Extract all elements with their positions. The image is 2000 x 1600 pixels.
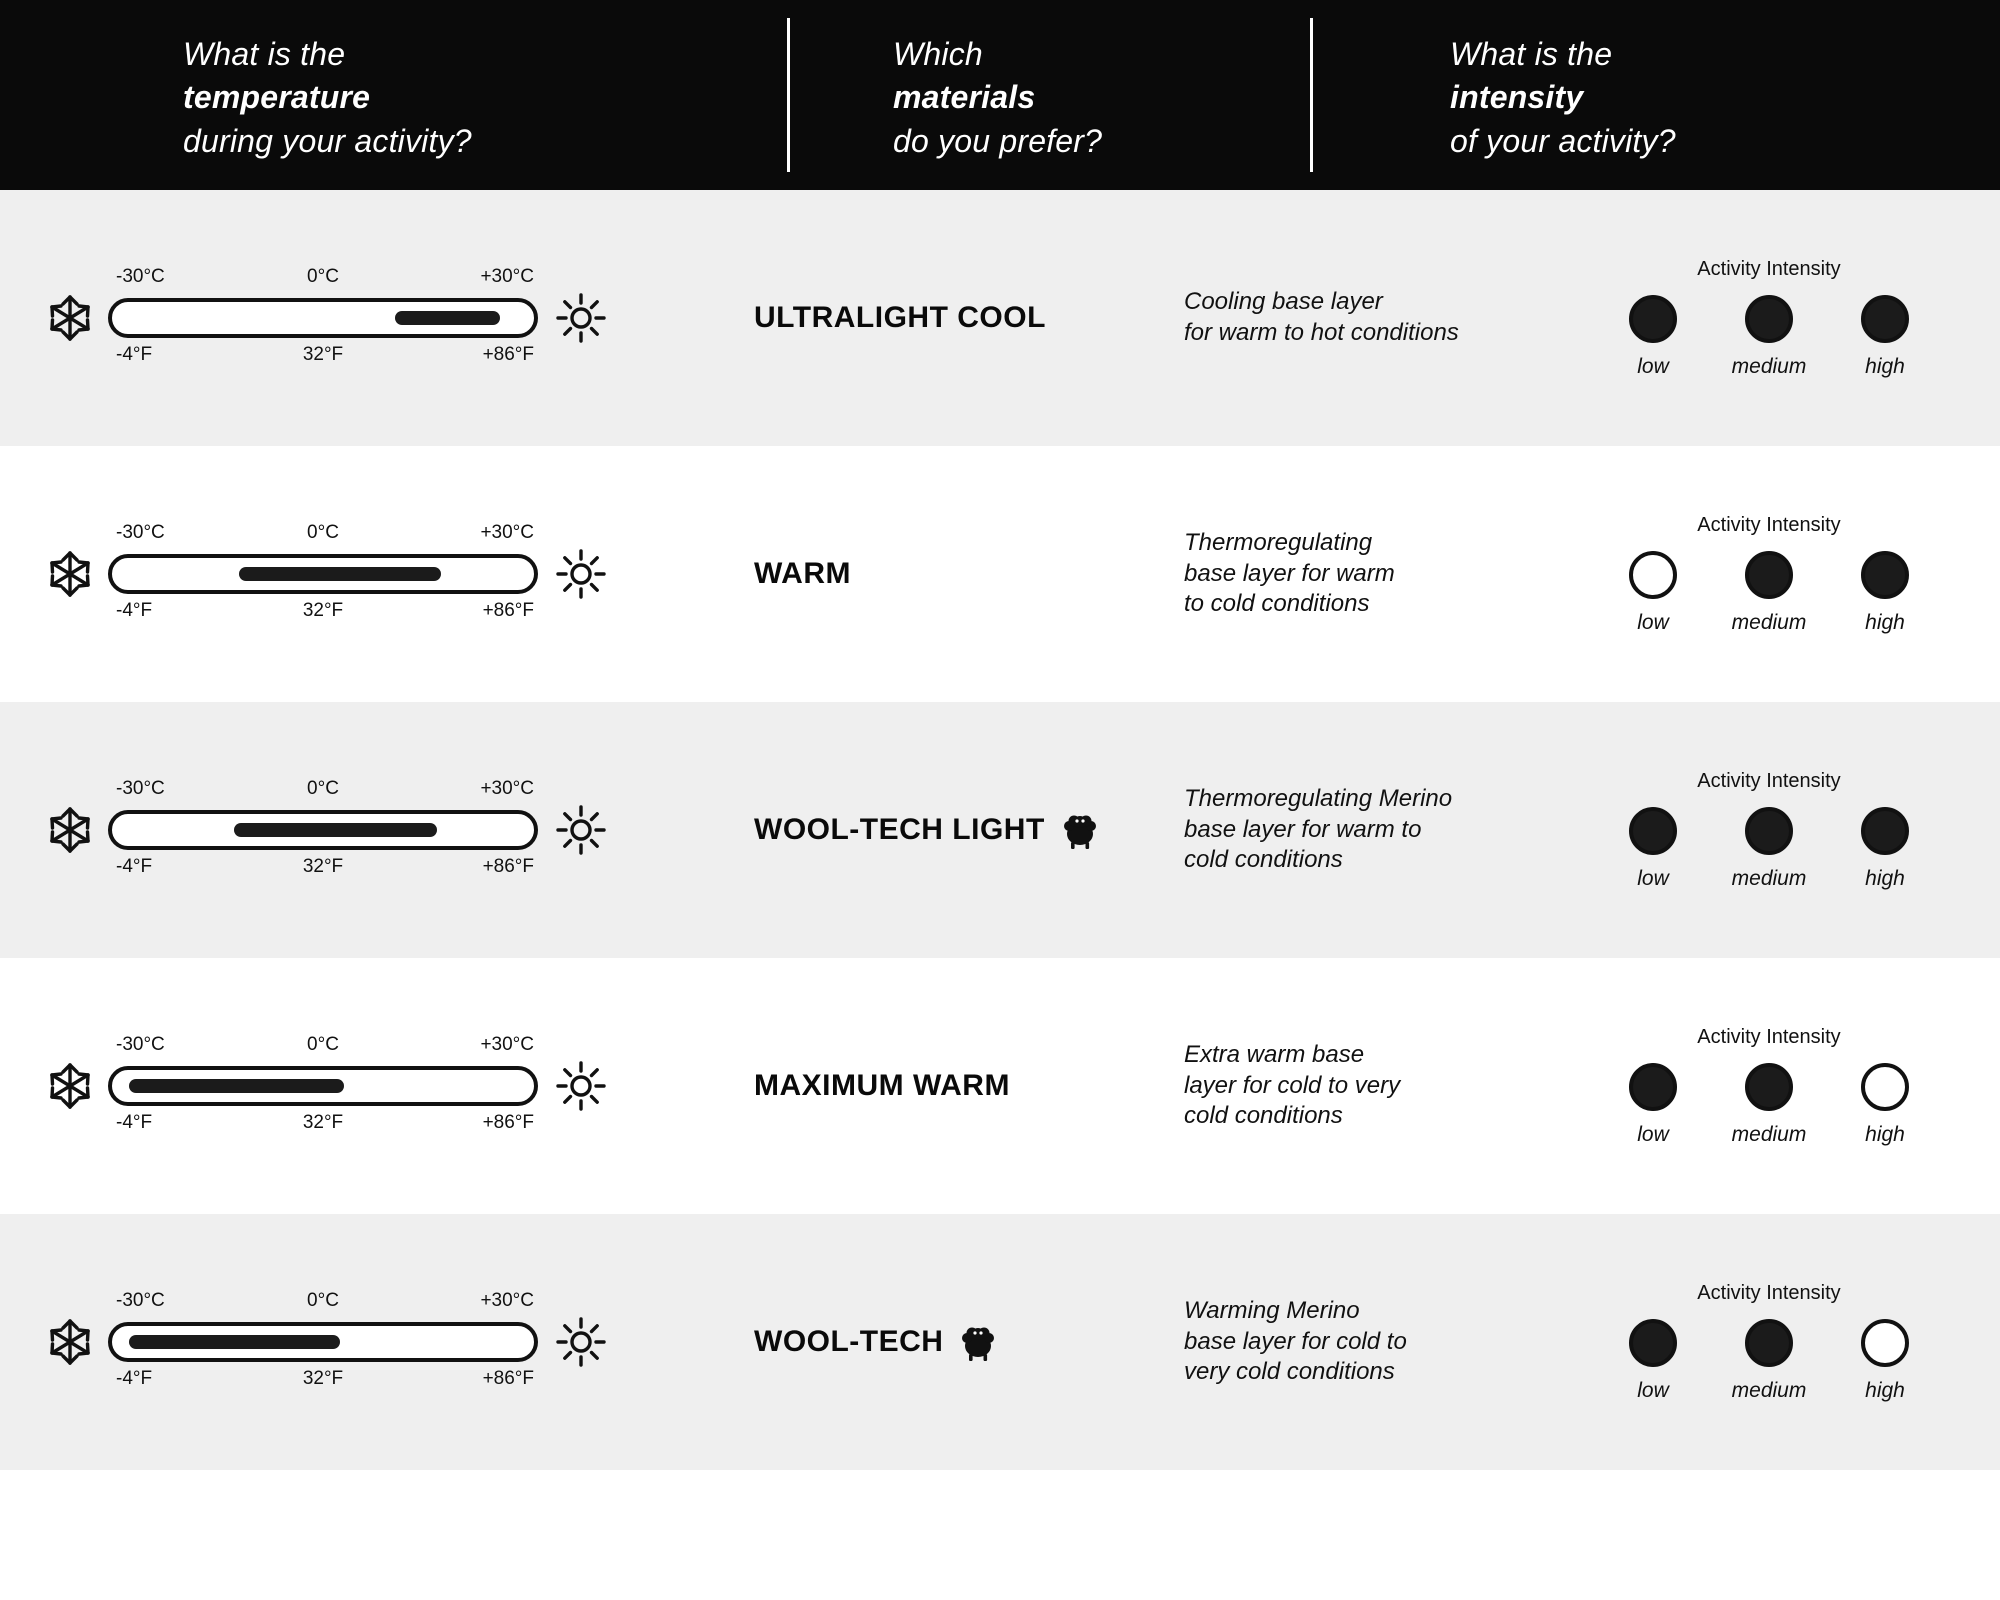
intensity-label-medium: medium [1731, 1378, 1807, 1402]
fahrenheit-mid: 32°F [302, 1112, 344, 1133]
intensity-block [1604, 770, 1934, 891]
header-column-materials [790, 0, 1310, 190]
intensity-medium [1726, 807, 1812, 891]
intensity-low [1610, 807, 1696, 891]
intensity-dot-high [1861, 807, 1909, 855]
product-description [1184, 784, 1544, 876]
description-line: base layer for warm [1184, 559, 1395, 587]
snowflake-icon [40, 293, 100, 343]
intensity-dot-high [1861, 1063, 1909, 1111]
intensity-dot-high [1861, 551, 1909, 599]
snowflake-icon-svg [47, 1317, 93, 1367]
intensity-medium [1726, 295, 1812, 379]
intensity-medium [1726, 1319, 1812, 1403]
description-line: Warming Merino [1184, 1296, 1360, 1324]
intensity-label-high: high [1865, 866, 1905, 890]
intensity-label-high: high [1865, 354, 1905, 378]
intensity-title: Activity Intensity [1697, 1025, 1841, 1048]
sheep-icon [1061, 810, 1099, 850]
header-line-1: What is the [183, 36, 346, 73]
gauge-range-fill [129, 1079, 344, 1093]
celsius-max: +30°C [480, 522, 534, 543]
intensity-label-medium: medium [1731, 610, 1807, 634]
product-name: WARM [754, 557, 851, 590]
intensity-title: Activity Intensity [1697, 257, 1841, 280]
celsius-mid: 0°C [307, 1290, 339, 1311]
celsius-mid: 0°C [307, 522, 339, 543]
intensity-dot-low [1629, 807, 1677, 855]
intensity-high [1842, 551, 1928, 635]
sheep-icon-svg [959, 1322, 997, 1362]
intensity-high [1842, 1063, 1928, 1147]
temperature-gauge [108, 778, 538, 882]
header-divider-2 [1310, 18, 1313, 172]
product-row [0, 702, 2000, 958]
intensity-block [1604, 258, 1934, 379]
description-line: very cold conditions [1184, 1358, 1395, 1386]
intensity-label-high: high [1865, 610, 1905, 634]
intensity-label-low: low [1637, 354, 1669, 378]
product-description [1184, 528, 1544, 620]
chart-header [0, 0, 2000, 190]
fahrenheit-max: +86°F [482, 600, 534, 621]
temperature-gauge [108, 522, 538, 626]
celsius-max: +30°C [480, 1034, 534, 1055]
sun-icon-svg [555, 804, 607, 856]
intensity-low [1610, 551, 1696, 635]
snowflake-icon [40, 549, 100, 599]
fahrenheit-max: +86°F [482, 344, 534, 365]
description-line: cold conditions [1184, 846, 1343, 874]
fahrenheit-scale [108, 856, 538, 882]
intensity-low [1610, 1063, 1696, 1147]
celsius-min: -30°C [116, 778, 165, 799]
gauge-range-fill [129, 1335, 340, 1349]
header-line-2: temperature [183, 79, 371, 116]
product-name-cell [754, 301, 1174, 335]
intensity-label-medium: medium [1731, 866, 1807, 890]
gauge-track [108, 298, 538, 338]
intensity-dots [1604, 1063, 1934, 1147]
header-line-1: What is the [1450, 36, 1613, 73]
header-line-1: Which [893, 36, 983, 73]
intensity-dot-medium [1745, 1063, 1793, 1111]
product-name: WOOL-TECH LIGHT [754, 813, 1045, 846]
snowflake-icon-svg [47, 549, 93, 599]
intensity-label-medium: medium [1731, 1122, 1807, 1146]
gauge-track [108, 1066, 538, 1106]
header-line-3: of your activity? [1450, 122, 1676, 159]
celsius-max: +30°C [480, 266, 534, 287]
product-description [1184, 1040, 1544, 1132]
sun-icon [546, 804, 616, 856]
intensity-block [1604, 1282, 1934, 1403]
celsius-max: +30°C [480, 778, 534, 799]
description-line: Thermoregulating Merino [1184, 784, 1453, 812]
intensity-high [1842, 295, 1928, 379]
celsius-min: -30°C [116, 1290, 165, 1311]
gauge-track [108, 554, 538, 594]
product-description [1184, 287, 1544, 348]
header-divider-1 [787, 18, 790, 172]
description-line: layer for cold to very [1184, 1071, 1401, 1099]
header-question-materials [893, 27, 1102, 163]
temperature-gauge [108, 1034, 538, 1138]
intensity-title: Activity Intensity [1697, 513, 1841, 536]
sun-icon [546, 1060, 616, 1112]
intensity-dots [1604, 1319, 1934, 1403]
description-line: Extra warm base [1184, 1040, 1365, 1068]
sun-icon-svg [555, 292, 607, 344]
description-line: base layer for cold to [1184, 1327, 1407, 1355]
fahrenheit-mid: 32°F [302, 344, 344, 365]
gauge-range-fill [395, 311, 501, 325]
description-line: Thermoregulating [1184, 528, 1373, 556]
header-question-intensity [1450, 27, 1676, 163]
product-name-cell [754, 557, 1174, 591]
fahrenheit-scale [108, 344, 538, 370]
header-column-temperature [0, 0, 790, 190]
fahrenheit-mid: 32°F [302, 1368, 344, 1389]
snowflake-icon [40, 805, 100, 855]
fahrenheit-max: +86°F [482, 1112, 534, 1133]
temperature-block [40, 1034, 700, 1138]
intensity-dot-low [1629, 551, 1677, 599]
temperature-block [40, 522, 700, 626]
intensity-medium [1726, 1063, 1812, 1147]
celsius-min: -30°C [116, 522, 165, 543]
gauge-range-fill [239, 567, 442, 581]
description-line: base layer for warm to [1184, 815, 1422, 843]
intensity-low [1610, 1319, 1696, 1403]
sun-icon [546, 1316, 616, 1368]
gauge-range-fill [234, 823, 437, 837]
intensity-dot-low [1629, 1319, 1677, 1367]
fahrenheit-max: +86°F [482, 856, 534, 877]
intensity-dot-high [1861, 295, 1909, 343]
header-line-3: do you prefer? [893, 122, 1103, 159]
product-name-cell [754, 1069, 1174, 1103]
product-description [1184, 1296, 1544, 1388]
description-line: for warm to hot conditions [1184, 319, 1459, 346]
celsius-scale [108, 522, 538, 548]
product-rows [0, 190, 2000, 1470]
snowflake-icon-svg [47, 293, 93, 343]
intensity-dot-medium [1745, 295, 1793, 343]
product-name: WOOL-TECH [754, 1325, 944, 1358]
fahrenheit-min: -4°F [116, 344, 153, 365]
header-line-2: intensity [1450, 79, 1584, 116]
snowflake-icon-svg [47, 805, 93, 855]
description-line: to cold conditions [1184, 590, 1370, 618]
temperature-block [40, 778, 700, 882]
celsius-max: +30°C [480, 1290, 534, 1311]
product-name: ULTRALIGHT COOL [754, 301, 1046, 334]
snowflake-icon [40, 1061, 100, 1111]
intensity-block [1604, 514, 1934, 635]
product-name-cell [754, 810, 1174, 850]
intensity-title: Activity Intensity [1697, 1281, 1841, 1304]
intensity-low [1610, 295, 1696, 379]
fahrenheit-min: -4°F [116, 856, 153, 877]
fahrenheit-scale [108, 1368, 538, 1394]
celsius-mid: 0°C [307, 778, 339, 799]
celsius-min: -30°C [116, 266, 165, 287]
temperature-block [40, 266, 700, 370]
fahrenheit-min: -4°F [116, 1368, 153, 1389]
intensity-label-medium: medium [1731, 354, 1807, 378]
fahrenheit-scale [108, 1112, 538, 1138]
snowflake-icon-svg [47, 1061, 93, 1111]
celsius-min: -30°C [116, 1034, 165, 1055]
intensity-dots [1604, 295, 1934, 379]
celsius-scale [108, 778, 538, 804]
product-row [0, 958, 2000, 1214]
intensity-dot-low [1629, 295, 1677, 343]
sun-icon-svg [555, 1060, 607, 1112]
intensity-dot-medium [1745, 1319, 1793, 1367]
fahrenheit-max: +86°F [482, 1368, 534, 1389]
intensity-label-low: low [1637, 1122, 1669, 1146]
intensity-dots [1604, 551, 1934, 635]
header-column-intensity [1310, 0, 2000, 190]
sheep-icon-svg [1061, 810, 1099, 850]
intensity-dot-high [1861, 1319, 1909, 1367]
product-row [0, 446, 2000, 702]
snowflake-icon [40, 1317, 100, 1367]
fahrenheit-mid: 32°F [302, 856, 344, 877]
sun-icon [546, 292, 616, 344]
intensity-label-high: high [1865, 1378, 1905, 1402]
intensity-title: Activity Intensity [1697, 769, 1841, 792]
sun-icon [546, 548, 616, 600]
temperature-gauge [108, 266, 538, 370]
celsius-mid: 0°C [307, 266, 339, 287]
intensity-dot-low [1629, 1063, 1677, 1111]
intensity-label-high: high [1865, 1122, 1905, 1146]
intensity-dots [1604, 807, 1934, 891]
celsius-scale [108, 266, 538, 292]
sheep-icon [959, 1322, 997, 1362]
fahrenheit-min: -4°F [116, 1112, 153, 1133]
sun-icon-svg [555, 548, 607, 600]
celsius-mid: 0°C [307, 1034, 339, 1055]
description-line: cold conditions [1184, 1102, 1343, 1130]
temperature-gauge [108, 1290, 538, 1394]
product-name-cell [754, 1322, 1174, 1362]
intensity-medium [1726, 551, 1812, 635]
header-line-2: materials [893, 79, 1036, 116]
intensity-high [1842, 1319, 1928, 1403]
temperature-block [40, 1290, 700, 1394]
intensity-high [1842, 807, 1928, 891]
intensity-label-low: low [1637, 610, 1669, 634]
description-line: Cooling base layer [1184, 288, 1383, 316]
celsius-scale [108, 1290, 538, 1316]
intensity-label-low: low [1637, 866, 1669, 890]
intensity-label-low: low [1637, 1378, 1669, 1402]
product-name: MAXIMUM WARM [754, 1069, 1010, 1102]
intensity-dot-medium [1745, 551, 1793, 599]
product-row [0, 190, 2000, 446]
celsius-scale [108, 1034, 538, 1060]
intensity-block [1604, 1026, 1934, 1147]
header-question-temperature [183, 27, 472, 163]
fahrenheit-scale [108, 600, 538, 626]
header-line-3: during your activity? [183, 122, 472, 159]
intensity-dot-medium [1745, 807, 1793, 855]
gauge-track [108, 810, 538, 850]
product-row [0, 1214, 2000, 1470]
fahrenheit-min: -4°F [116, 600, 153, 621]
gauge-track [108, 1322, 538, 1362]
sun-icon-svg [555, 1316, 607, 1368]
fahrenheit-mid: 32°F [302, 600, 344, 621]
